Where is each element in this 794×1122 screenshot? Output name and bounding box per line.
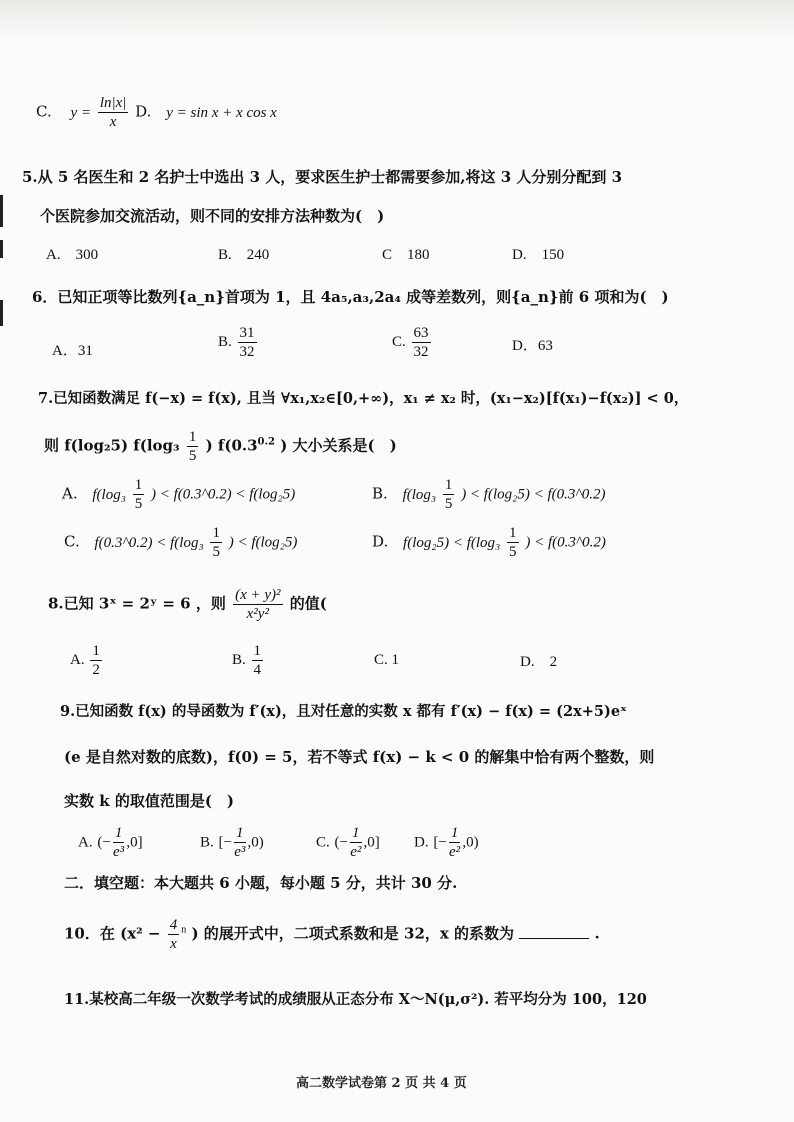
- q8-stem-pre: 8.已知 3ˣ = 2ʸ = 6 ，则: [48, 594, 226, 613]
- fraction-denominator: x: [109, 114, 117, 130]
- q9-option-a: [78, 824, 143, 861]
- q10-stem-post: ) 的展开式中，二项式系数和是 32，x 的系数为: [191, 924, 515, 943]
- q7-option-d-pre: f(log₂5) < f(log₃: [403, 534, 501, 551]
- q7-option-a-label: A.: [62, 484, 78, 503]
- fraction-numerator: ln|x|: [99, 95, 127, 111]
- q7-option-b-pre: f(log₃: [402, 486, 437, 503]
- q9-option-a-label: A.: [78, 834, 93, 851]
- q7-line2: [44, 428, 397, 465]
- q7-option-c-post: ) < f(log₂5): [228, 534, 298, 551]
- q5-option-c: C 180: [382, 247, 430, 263]
- scan-shadow: [0, 0, 794, 40]
- q6-option-c-label: C.: [392, 333, 406, 350]
- fraction-numerator: 63: [413, 325, 429, 341]
- q7-line1: 7.已知函数满足 f(−x) = f(x), 且当 ∀x₁,x₂∈[0,+∞)，x₁ ≠ x₂ 时，(x₁−x₂)[f(x₁)−f(x₂)] < 0，: [38, 390, 689, 407]
- q10-stem: [64, 916, 600, 953]
- q9-option-c: [316, 824, 380, 861]
- q7-option-c: [64, 524, 297, 561]
- q8-stem: [48, 586, 327, 623]
- q8-option-d: D. 2: [520, 654, 558, 670]
- q4-options: [36, 94, 277, 131]
- q9-option-b-pre: [−: [218, 834, 233, 851]
- q8-stem-fraction: [233, 586, 282, 623]
- fraction-denominator: 5: [509, 544, 517, 560]
- fraction-numerator: 1: [92, 643, 100, 659]
- q8-option-b: [232, 642, 265, 679]
- q9-option-a-post: ,0]: [126, 834, 143, 851]
- q10-stem-fraction: [168, 916, 180, 953]
- q9-option-b: [200, 824, 264, 861]
- fraction-numerator: 4: [169, 917, 178, 933]
- fraction-denominator: 32: [413, 344, 429, 360]
- q9-option-b-label: B.: [200, 834, 214, 851]
- q9-line2: (e 是自然对数的底数)，f(0) = 5，若不等式 f(x) − k < 0 的解集中恰有两个整数，则: [64, 748, 655, 766]
- q6-option-b-fraction: [238, 324, 257, 361]
- q10-exponent: n: [181, 924, 187, 936]
- q9-option-d-label: D.: [414, 834, 429, 851]
- fraction-denominator: e³: [113, 844, 125, 860]
- fraction-denominator: e³: [234, 844, 246, 860]
- fraction-numerator: 1: [134, 477, 143, 493]
- q6-option-b: [218, 324, 259, 361]
- q6-option-c-fraction: [412, 324, 431, 361]
- q9-line3: 实数 k 的取值范围是( ): [64, 792, 235, 810]
- fraction-numerator: 1: [114, 825, 123, 841]
- q7-option-c-label: C.: [64, 532, 80, 551]
- q7-option-d-label: D.: [372, 532, 389, 551]
- q4-option-d-expr: y = sin x + x cos x: [166, 104, 277, 121]
- q7-option-a: [62, 476, 295, 513]
- q4-option-d-label: D.: [135, 102, 152, 121]
- q5-line1: 5.从 5 名医生和 2 名护士中选出 3 人，要求医生护士都需要参加,将这 3 人分别分配到 3: [22, 168, 623, 186]
- q9-option-b-post: ,0): [247, 834, 264, 851]
- q8-option-a: [70, 642, 104, 679]
- q6-stem: 6．已知正项等比数列{a_n}首项为 1，且 4a₅,a₃,2a₄ 成等差数列，则{a_n}前 6 项和为( ): [32, 288, 669, 306]
- q7-option-b-fraction: [443, 476, 455, 513]
- fraction-numerator: 1: [444, 477, 453, 493]
- fraction-numerator: 1: [509, 525, 517, 541]
- page-footer-text: 高二数学试卷第 2 页 共 4 页: [296, 1076, 467, 1091]
- q6-option-a: A．31: [52, 343, 93, 359]
- q9-option-a-fraction: [113, 824, 125, 861]
- page-footer: [296, 1072, 467, 1091]
- answer-blank[interactable]: [519, 926, 589, 939]
- q10-stem-end: .: [594, 924, 600, 943]
- q7-option-a-post: ) < f(0.3^0.2) < f(log₂5): [151, 486, 296, 503]
- q4-option-c-lhs: y =: [70, 104, 92, 121]
- q9-option-d-post: ,0): [462, 834, 479, 851]
- fraction-numerator: 31: [239, 325, 255, 341]
- q9-option-a-pre: (−: [97, 834, 111, 851]
- q9-option-c-fraction: [350, 824, 362, 861]
- section-fill-in-heading: 二．填空题：本大题共 6 小题，每小题 5 分，共计 30 分.: [64, 874, 458, 892]
- fraction-denominator: e²: [350, 844, 362, 860]
- fraction-numerator: 1: [212, 525, 220, 541]
- fraction-numerator: 1: [188, 429, 197, 445]
- q7-option-a-pre: f(log₃: [92, 486, 126, 503]
- q7-line2-end: ) 大小关系是( ): [280, 436, 397, 455]
- q5-option-d: D. 150: [512, 247, 565, 263]
- q7-option-b: [372, 476, 605, 513]
- scan-edge-mark: [0, 300, 3, 326]
- fraction-denominator: 32: [239, 344, 255, 360]
- fraction-numerator: 1: [352, 825, 360, 841]
- q8-stem-post: 的值(: [289, 594, 327, 613]
- scan-edge-mark: [0, 240, 3, 258]
- q5-option-a: A. 300: [46, 247, 99, 263]
- q8-option-a-fraction: [90, 642, 102, 679]
- q6-option-b-label: B.: [218, 333, 232, 350]
- q7-line2-fraction: [187, 428, 199, 465]
- q10-stem-pre: 10．在 (x² −: [64, 924, 161, 943]
- q6-option-c: [392, 324, 433, 361]
- q5-option-b: B. 240: [218, 247, 270, 263]
- fraction-denominator: 5: [444, 496, 453, 512]
- q4-option-c-fraction: [98, 94, 129, 131]
- fraction-denominator: x: [170, 936, 177, 952]
- q7-line2-pre: 则 f(log₂5) f(log₃: [44, 436, 180, 455]
- fraction-denominator: 5: [134, 496, 143, 512]
- fraction-denominator: e²: [449, 844, 461, 860]
- q9-option-d: [414, 824, 479, 861]
- fraction-denominator: 5: [212, 544, 220, 560]
- fraction-numerator: 1: [253, 643, 262, 659]
- q9-option-c-pre: (−: [334, 834, 349, 851]
- fraction-numerator: 1: [450, 825, 459, 841]
- q7-option-b-label: B.: [372, 484, 388, 503]
- fraction-denominator: 4: [253, 662, 262, 678]
- q7-option-d: [372, 524, 606, 561]
- fraction-denominator: 2: [92, 662, 100, 678]
- q7-option-c-pre: f(0.3^0.2) < f(log₃: [94, 534, 204, 551]
- q9-option-b-fraction: [234, 824, 246, 861]
- q8-option-a-label: A.: [70, 651, 85, 668]
- q8-option-b-label: B.: [232, 651, 246, 668]
- fraction-denominator: 5: [188, 448, 197, 464]
- fraction-numerator: (x + y)²: [235, 587, 281, 603]
- q9-option-c-label: C.: [316, 834, 330, 851]
- q8-option-c: C. 1: [374, 652, 400, 668]
- fraction-numerator: 1: [236, 825, 244, 841]
- q7-option-d-post: ) < f(0.3^0.2): [525, 534, 606, 551]
- q7-option-a-fraction: [133, 476, 145, 513]
- q4-option-c-label: C.: [36, 102, 52, 121]
- q7-line2-post: ) f(0.3: [205, 436, 258, 455]
- q9-option-d-pre: [−: [433, 834, 447, 851]
- q9-line1: 9.已知函数 f(x) 的导函数为 f′(x)，且对任意的实数 x 都有 f′(x) − f(x) = (2x+5)eˣ: [60, 703, 627, 720]
- q5-line2: 个医院参加交流活动，则不同的安排方法种数为( ): [40, 207, 385, 225]
- q7-line2-exponent: 0.2: [257, 436, 275, 448]
- q9-option-c-post: ,0]: [363, 834, 380, 851]
- q6-option-d: D．63: [512, 338, 553, 354]
- q9-option-d-fraction: [449, 824, 461, 861]
- fraction-denominator: x²y²: [246, 606, 269, 622]
- q11-line1: 11.某校高二年级一次数学考试的成绩服从正态分布 X～N(μ,σ²). 若平均分为 100，120: [64, 991, 647, 1008]
- q7-option-c-fraction: [210, 524, 222, 561]
- q7-option-d-fraction: [507, 524, 519, 561]
- q7-option-b-post: ) < f(log₂5) < f(0.3^0.2): [461, 486, 606, 503]
- q8-option-b-fraction: [252, 642, 264, 679]
- scan-edge-mark: [0, 195, 3, 227]
